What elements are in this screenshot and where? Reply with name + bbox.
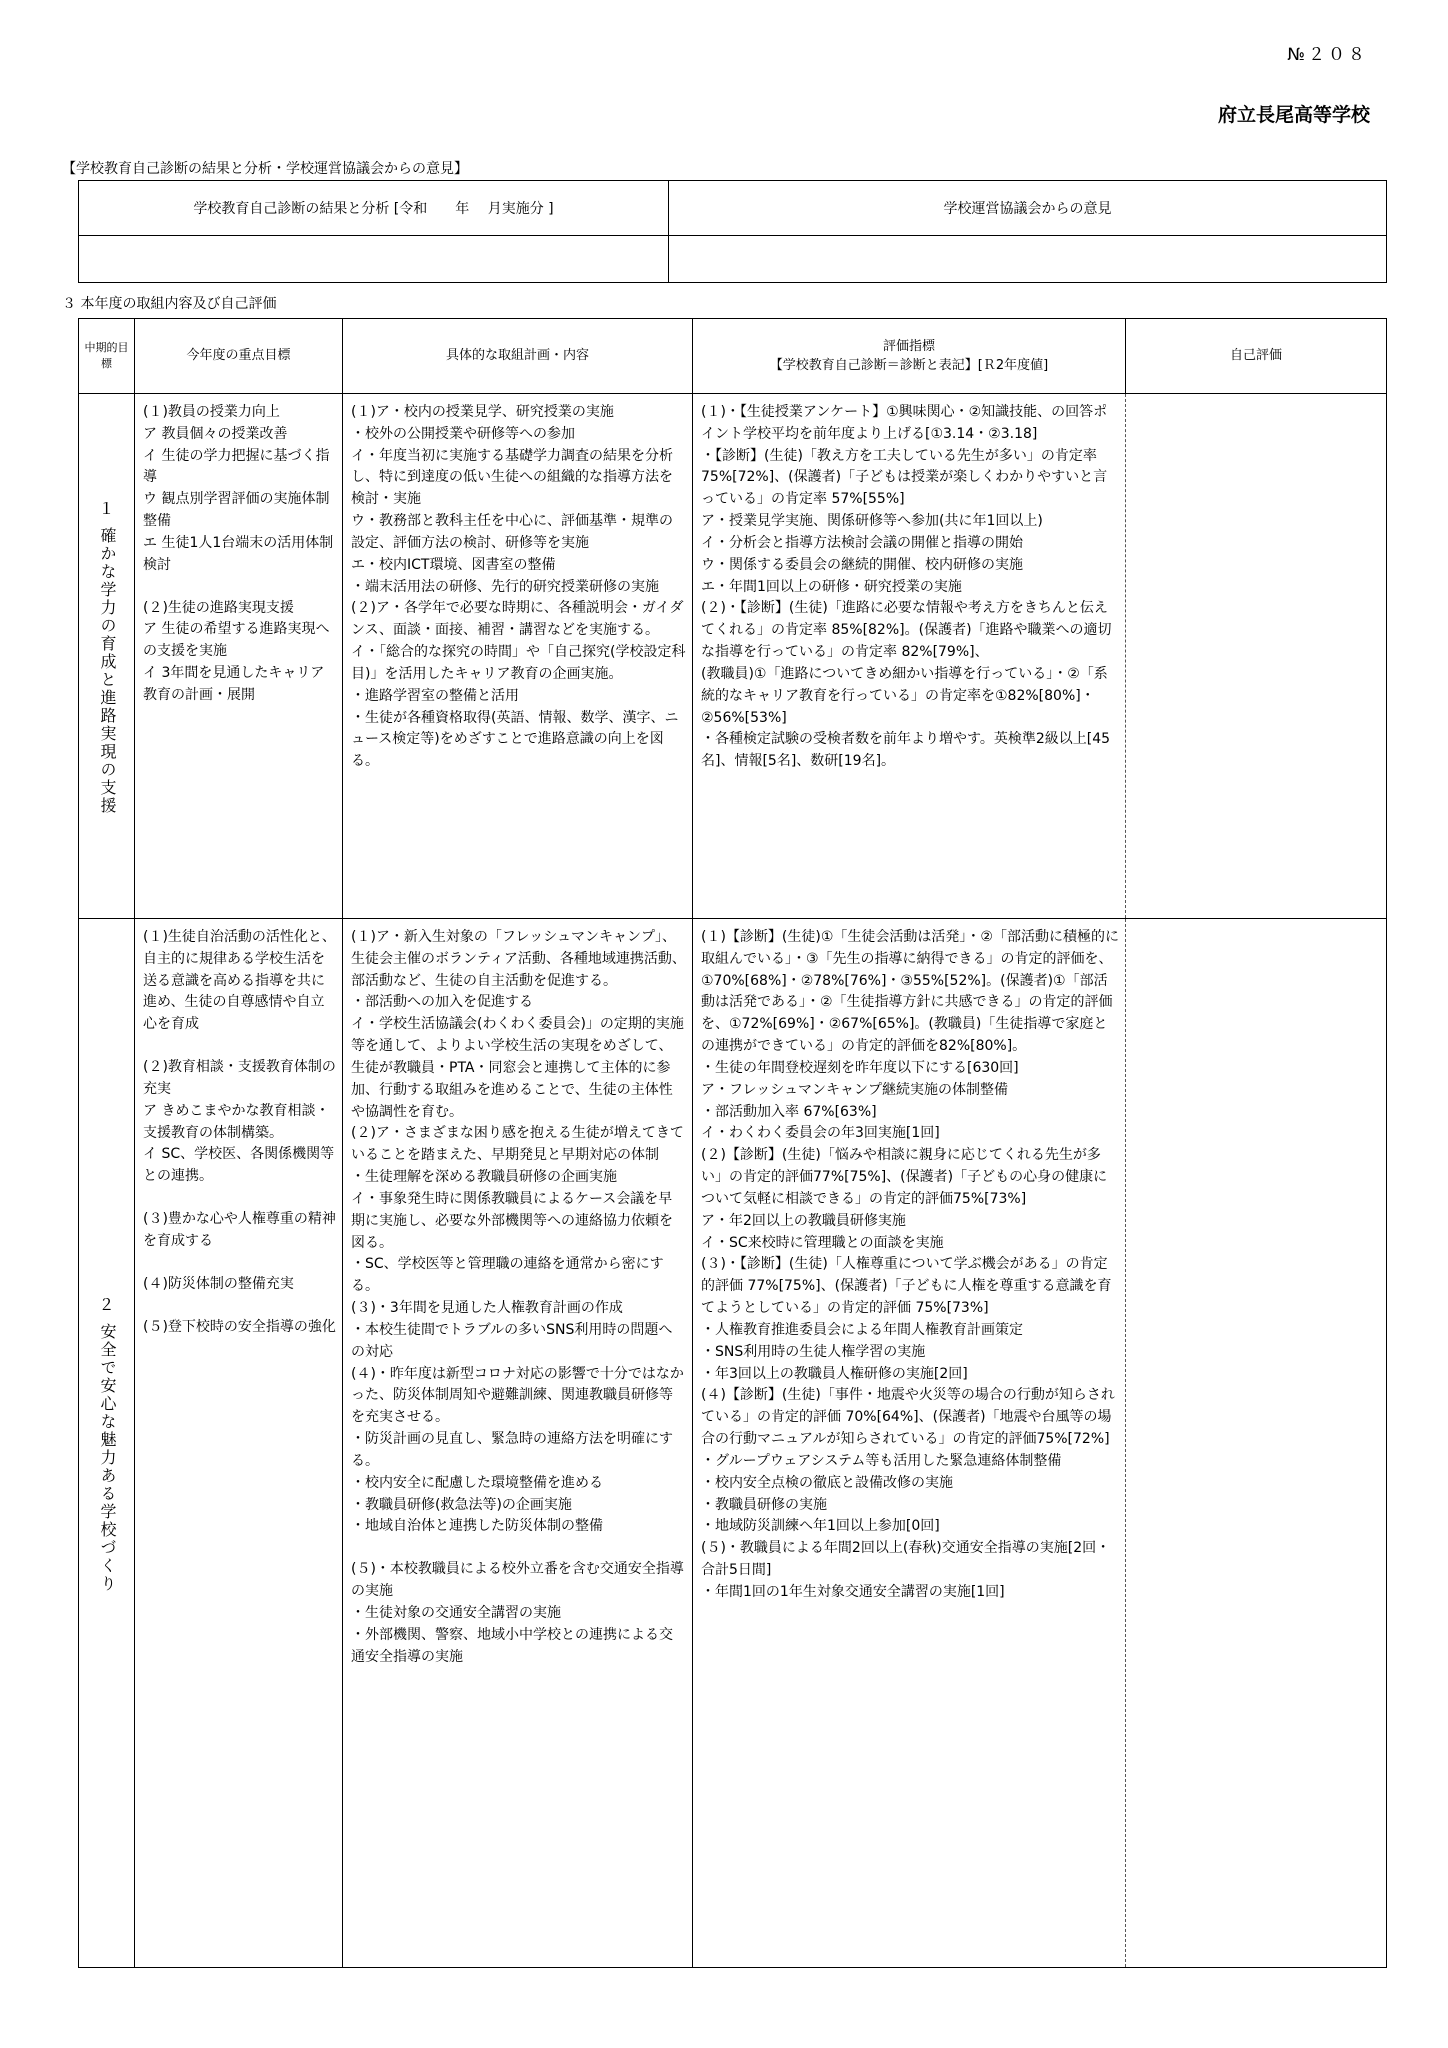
- list-item: イ・事象発生時に関係教職員によるケース会議を早期に実施し、必要な外部機関等への連絡協力依頼を図る。: [351, 1190, 673, 1251]
- list-item: (４)防災体制の整備充実: [143, 1275, 294, 1292]
- list-item: ア・フレッシュマンキャンプ継続実施の体制整備: [701, 1081, 1009, 1098]
- list-item: (５)登下校時の安全指導の強化: [143, 1318, 336, 1335]
- evaluation-table: [78, 318, 1387, 1968]
- list-item: イ・「総合的な探究の時間」や「自己探究(学校設定科目)」を活用したキャリア教育の企画実施。: [351, 644, 686, 682]
- list-item: ア・年2回以上の教職員研修実施: [701, 1212, 906, 1229]
- list-item: イ 3年間を見通したキャリア教育の計画・展開: [143, 665, 325, 703]
- plan-cell: [343, 919, 693, 1968]
- list-item: (２)ア・各学年で必要な時期に、各種説明会・ガイダンス、面談・面接、補習・講習などを実施する。: [351, 600, 684, 639]
- list-item: ・地域防災訓練へ年1回以上参加[0回]: [701, 1518, 940, 1535]
- list-item: ・人権教育推進委員会による年間人権教育計画策定: [701, 1321, 1023, 1338]
- table-row: [79, 919, 1387, 1968]
- council-opinion-cell: [669, 236, 1387, 283]
- list-item: ・年3回以上の教職員人権研修の実施[2回]: [701, 1365, 968, 1382]
- diagnosis-header-right: 学校運営協議会からの意見: [669, 181, 1387, 236]
- list-item: (１)教員の授業力向上: [143, 404, 280, 420]
- header-priority-goal: 今年度の重点目標: [135, 319, 343, 394]
- list-item: ・生徒理解を深める教職員研修の企画実施: [351, 1169, 617, 1186]
- list-item: ウ 観点別学習評価の実施体制整備: [143, 491, 330, 530]
- list-item: ・SC、学校医等と管理職の連絡を通常から密にする。: [351, 1256, 664, 1295]
- goal-cell: [79, 394, 135, 919]
- self-eval-cell: [1126, 394, 1387, 919]
- list-item: ・グループウェアシステム等も活用した緊急連絡体制整備: [701, 1452, 1062, 1469]
- goal-text: 安全で安心な魅力ある学校づくり: [97, 1323, 117, 1594]
- indicator-cell: [693, 394, 1126, 919]
- list-item: (５)・教職員による年間2回以上(春秋)交通安全指導の実施[2回・合計5日間]: [701, 1540, 1111, 1579]
- list-item: イ SC、学校医、各関係機関等との連携。: [143, 1146, 335, 1185]
- list-item: [143, 1296, 336, 1317]
- diagnosis-result-cell: [79, 236, 669, 283]
- list-item: ・部活動加入率 67%[63%]: [701, 1103, 877, 1120]
- list-item: ア・授業見学実施、関係研修等へ参加(共に年1回以上): [701, 513, 1043, 530]
- list-item: ・教職員研修の実施: [701, 1496, 827, 1513]
- list-item: ア 生徒の希望する進路実現への支援を実施: [143, 621, 330, 660]
- list-item: (１)ア・校内の授業見学、研究授業の実施: [351, 404, 614, 420]
- list-item: ・各種検定試験の受検者数を前年より増やす。英検準2級以上[45名]、情報[5名]、数研[19名]。: [701, 731, 1111, 770]
- section3-label: ３ 本年度の取組内容及び自己評価: [62, 296, 277, 312]
- priority-cell: [135, 919, 343, 1968]
- list-item: イ・年度当初に実施する基礎学力調査の結果を分析し、特に到達度の低い生徒への組織的な指導方法を検討・実施: [351, 447, 673, 508]
- list-item: イ 生徒の学力把握に基づく指導: [143, 447, 330, 486]
- list-item: ・本校生徒間でトラブルの多いSNS利用時の問題への対応: [351, 1321, 673, 1360]
- goal-number: １: [98, 498, 115, 518]
- list-item: ・外部機関、警察、地域小中学校との連携による交通安全指導の実施: [351, 1626, 673, 1665]
- list-item: エ・年間1回以上の研修・研究授業の実施: [701, 578, 962, 595]
- list-item: [143, 1188, 336, 1209]
- diagnosis-header-left: 学校教育自己診断の結果と分析 [令和 年 月実施分 ]: [79, 181, 669, 236]
- school-name: 府立長尾高等学校: [1217, 104, 1370, 126]
- goal-text: 確かな学力の育成と進路実現の支援: [97, 527, 117, 816]
- list-item: ウ・教務部と教科主任を中心に、評価基準・規準の設定、評価方法の検討、研修等を実施: [351, 513, 673, 551]
- list-item: ・生徒対象の交通安全講習の実施: [351, 1604, 561, 1621]
- list-item: ・生徒の年間登校遅刻を昨年度以下にする[630回]: [701, 1059, 1019, 1076]
- list-item: (２)【診断】(生徒)「悩みや相談に親身に応じてくれる先生が多い」の肯定的評価77%[75%]、(保護者)「子どもの心身の健康について気軽に相談できる」の肯定的評価75%[73%]: [701, 1147, 1108, 1207]
- page-number: №２０８: [1287, 45, 1368, 65]
- list-item: (１)・【生徒授業アンケート】①興味関心・②知識技能、の回答ポイント学校平均を前年度より上げる[①3.14・②3.18]: [701, 404, 1108, 442]
- list-item: ・SNS利用時の生徒人権学習の実施: [701, 1343, 926, 1360]
- list-item: ・部活動への加入を促進する: [351, 994, 533, 1011]
- list-item: イ・学校生活協議会(わくわく委員会)」の定期的実施等を通して、よりよい学校生活の実現をめざして、生徒が教職員・PTA・同窓会と連携して主体的に参加、行動する取組みを進めることで、生徒の主体性や協調性を育む。: [351, 1016, 684, 1120]
- list-item: エ・校内ICT環境、図書室の整備: [351, 556, 556, 573]
- list-item: (５)・本校教職員による校外立番を含む交通安全指導の実施: [351, 1561, 684, 1600]
- list-item: ・生徒が各種資格取得(英語、情報、数学、漢字、ニュース検定等)をめざすことで進路意識の向上を図る。: [351, 709, 679, 770]
- list-item: ウ・関係する委員会の継続的開催、校内研修の実施: [701, 556, 1023, 573]
- list-item: ・端末活用法の研修、先行的研究授業研修の実施: [351, 578, 659, 595]
- list-item: ア 教員個々の授業改善: [143, 425, 288, 442]
- goal-number: ２: [98, 1294, 115, 1314]
- list-item: [143, 1036, 336, 1057]
- list-item: ・進路学習室の整備と活用: [351, 687, 519, 704]
- header-self-eval: 自己評価: [1126, 319, 1387, 394]
- diagnosis-table: [78, 180, 1387, 283]
- indicator-cell: [693, 919, 1126, 1968]
- list-item: (３)・【診断】(生徒)「人権尊重について学ぶ機会がある」の肯定的評価 77%[75%]、(保護者)「子どもに人権を尊重する意識を育てようとしている」の肯定的評価 75%[73%]: [701, 1256, 1112, 1317]
- header-indicator-line1: 評価指標: [882, 338, 935, 354]
- list-item: (教職員)①「進路についてきめ細かい指導を行っている」・②「系統的なキャリア教育を行っている」の肯定率を①82%[80%]・②56%[53%]: [701, 665, 1108, 726]
- list-item: (１)【診断】(生徒)①「生徒会活動は活発」・②「部活動に積極的に取組んでいる」・③「先生の指導に納得できる」の肯定的評価を、①70%[68%]・②78%[76%]・③55%[52%]。(保護者)①「部活動は活発である」・②「生徒指導方針に共感できる」の肯定的評価を、①72%[69%]・②67%[65%]。(教職員)「生徒指導で家庭との連携ができている」の肯定的評価を82%[80%]。: [701, 929, 1119, 1055]
- list-item: ・年間1回の1年生対象交通安全講習の実施[1回]: [701, 1583, 1005, 1600]
- list-item: イ・分析会と指導方法検討会議の開催と指導の開始: [701, 534, 1023, 551]
- list-item: ・地域自治体と連携した防災体制の整備: [351, 1518, 603, 1535]
- list-item: (１)生徒自治活動の活性化と、自主的に規律ある学校生活を送る意識を高める指導を共に進め、生徒の自尊感情や自立心を育成: [143, 929, 336, 1033]
- header-indicator: [693, 319, 1126, 394]
- header-plan: 具体的な取組計画・内容: [343, 319, 693, 394]
- list-item: ・【診断】(生徒)「教え方を工夫している先生が多い」の肯定率 75%[72%]、(保護者)「子どもは授業が楽しくわかりやすいと言っている」の肯定率 57%[55%]: [701, 447, 1108, 508]
- plan-cell: [343, 394, 693, 919]
- list-item: (２)・【診断】(生徒)「進路に必要な情報や考え方をきちんと伝えてくれる」の肯定率 85%[82%]。(保護者)「進路や職業への適切な指導を行っている」の肯定率 82%[79%]、: [701, 600, 1112, 661]
- list-item: (３)豊かな心や人権尊重の精神を育成する: [143, 1211, 336, 1249]
- header-indicator-line2: 【学校教育自己診断＝診断と表記】[Ｒ2年度値]: [769, 358, 1049, 373]
- list-item: [143, 577, 336, 598]
- list-item: (２)ア・さまざまな困り感を抱える生徒が増えてきていることを踏まえた、早期発見と早期対応の体制: [351, 1125, 684, 1164]
- list-item: (２)生徒の進路実現支援: [143, 599, 294, 616]
- list-item: ・校内安全点検の徹底と設備改修の実施: [701, 1474, 953, 1491]
- header-mid-term-goal: 中期的目標: [79, 319, 135, 394]
- list-item: イ・SC来校時に管理職との面談を実施: [701, 1234, 944, 1251]
- list-item: [351, 1538, 686, 1559]
- list-item: ・校内安全に配慮した環境整備を進める: [351, 1474, 603, 1491]
- list-item: (４)【診断】(生徒)「事件・地震や火災等の場合の行動が知らされている」の肯定的評価 70%[64%]、(保護者)「地震や台風等の場合の行動マニュアルが知らされている」の肯定的評価75%[72%]: [701, 1387, 1115, 1448]
- priority-cell: [135, 394, 343, 919]
- list-item: ・教職員研修(救急法等)の企画実施: [351, 1496, 572, 1513]
- list-item: [143, 1253, 336, 1274]
- goal-cell: [79, 919, 135, 1968]
- list-item: (４)・昨年度は新型コロナ対応の影響で十分ではなかった、防災体制周知や避難訓練、関連教職員研修等を充実させる。: [351, 1365, 684, 1426]
- list-item: ・防災計画の見直し、緊急時の連絡方法を明確にする。: [351, 1431, 673, 1469]
- list-item: ア きめこまやかな教育相談・支援教育の体制構築。: [143, 1102, 330, 1141]
- list-item: エ 生徒1人1台端末の活用体制検討: [143, 534, 334, 573]
- list-item: (３)・3年間を見通した人権教育計画の作成: [351, 1300, 623, 1317]
- list-item: ・校外の公開授業や研修等への参加: [351, 425, 575, 442]
- self-eval-cell: [1126, 919, 1387, 1968]
- table-row: [79, 394, 1387, 919]
- list-item: (２)教育相談・支援教育体制の充実: [143, 1059, 336, 1097]
- list-item: (１)ア・新入生対象の「フレッシュマンキャンプ」、生徒会主催のボランティア活動、各種地域連携活動、部活動など、生徒の自主活動を促進する。: [351, 929, 686, 989]
- diagnosis-section-label: 【学校教育自己診断の結果と分析・学校運営協議会からの意見】: [62, 161, 468, 177]
- list-item: イ・わくわく委員会の年3回実施[1回]: [701, 1125, 940, 1142]
